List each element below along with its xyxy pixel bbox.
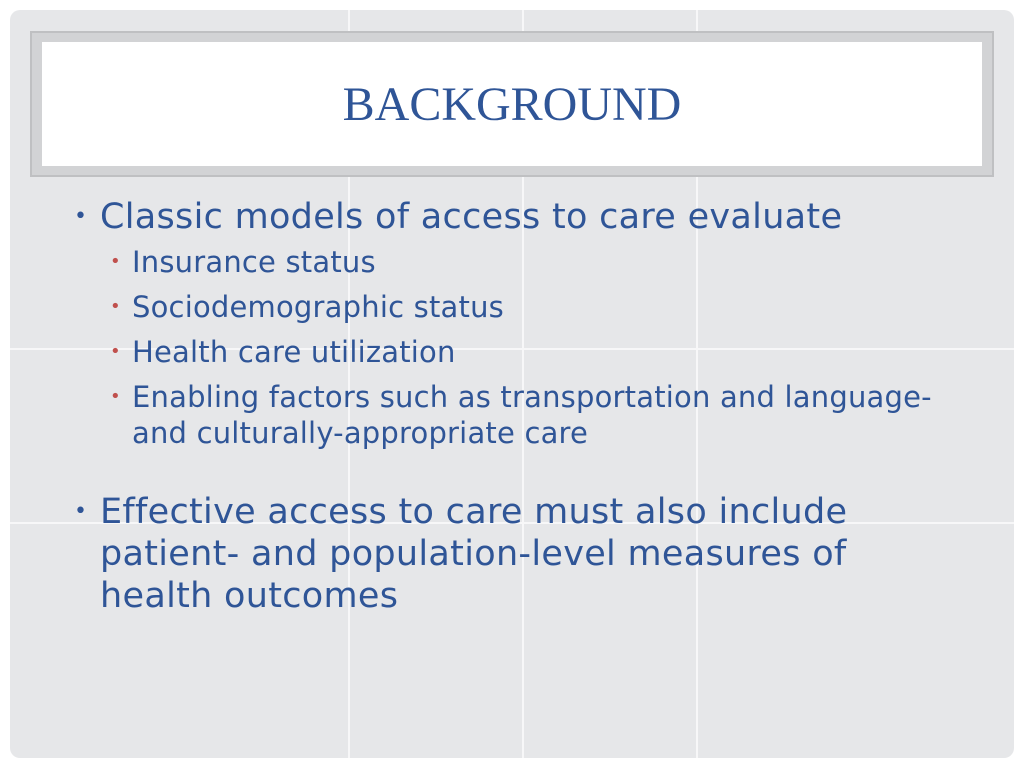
bullet-dot: • bbox=[74, 204, 88, 229]
sub-bullet-dot: • bbox=[110, 386, 121, 407]
slide-content bbox=[70, 196, 970, 617]
sub-bullet-text: Insurance status bbox=[132, 245, 376, 279]
sub-bullet-text: Sociodemographic status bbox=[132, 290, 504, 324]
title-box bbox=[42, 42, 982, 166]
sub-bullet-insurance bbox=[70, 244, 970, 280]
title-frame bbox=[30, 31, 994, 177]
sub-bullet-dot: • bbox=[110, 296, 121, 317]
sub-bullet-text: Health care utilization bbox=[132, 335, 456, 369]
slide-title: BACKGROUND bbox=[342, 77, 682, 131]
bullet-dot: • bbox=[74, 499, 88, 524]
bullet-text: Effective access to care must also include patient- and population-level measures of health outcomes bbox=[100, 492, 848, 616]
sub-bullet-text: Enabling factors such as transportation and language- and culturally-appropriate care bbox=[132, 380, 932, 450]
sub-bullet-enabling-factors bbox=[70, 379, 970, 451]
bullet-effective-access bbox=[70, 491, 970, 617]
bullet-classic-models bbox=[70, 196, 970, 238]
slide bbox=[10, 10, 1014, 758]
sub-bullet-dot: • bbox=[110, 341, 121, 362]
sub-bullet-list bbox=[70, 244, 970, 451]
sub-bullet-sociodemographic bbox=[70, 289, 970, 325]
bullet-text: Classic models of access to care evaluate bbox=[100, 197, 843, 237]
sub-bullet-utilization bbox=[70, 334, 970, 370]
sub-bullet-dot: • bbox=[110, 251, 121, 272]
